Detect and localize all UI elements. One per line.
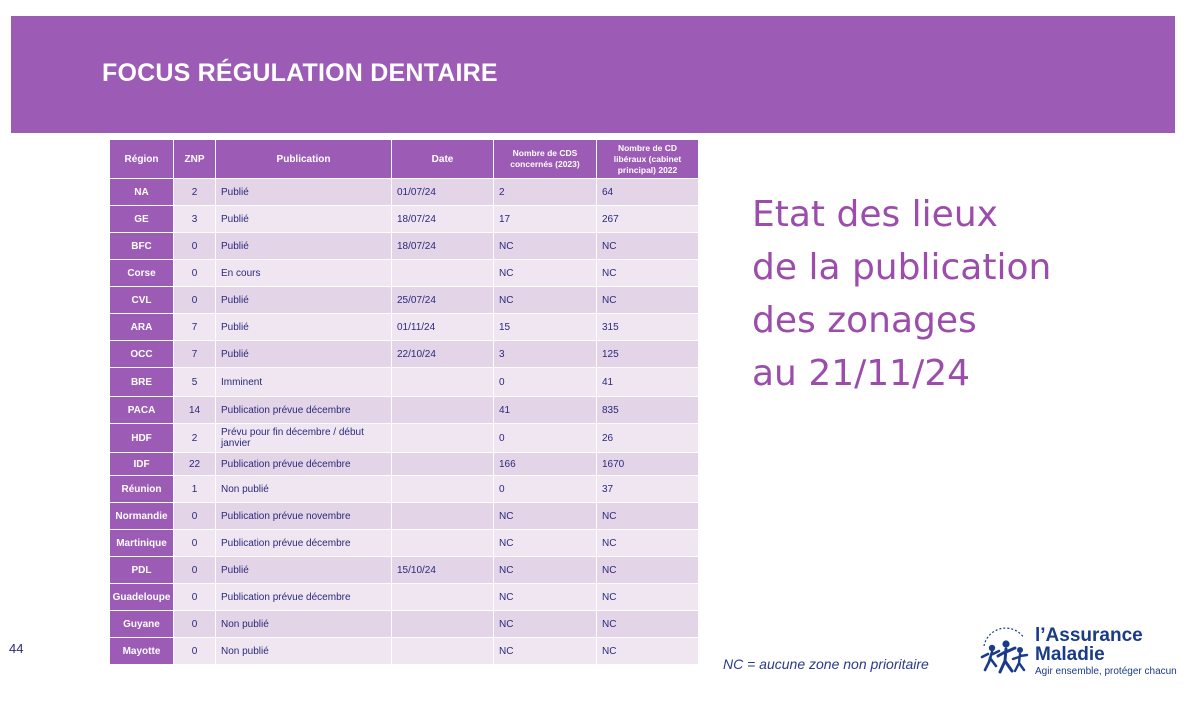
table-row	[110, 530, 699, 557]
cell-cds: 15	[494, 314, 597, 341]
table-row	[110, 260, 699, 287]
cell-publication: Publié	[216, 314, 392, 341]
cell-publication: Publication prévue décembre	[216, 584, 392, 611]
cell-cds: NC	[494, 233, 597, 260]
cell-cds: NC	[494, 584, 597, 611]
cell-region: CVL	[110, 287, 174, 314]
cell-date: 18/07/24	[392, 206, 494, 233]
cell-znp: 0	[174, 557, 216, 584]
cell-publication: En cours	[216, 260, 392, 287]
assurance-maladie-logo	[978, 624, 1177, 684]
cell-cds: NC	[494, 503, 597, 530]
table-row	[110, 424, 699, 453]
cell-znp: 0	[174, 530, 216, 557]
cell-znp: 14	[174, 397, 216, 424]
table-row	[110, 179, 699, 206]
cell-region: IDF	[110, 453, 174, 476]
cell-date	[392, 260, 494, 287]
cell-znp: 2	[174, 179, 216, 206]
cell-cds: 3	[494, 341, 597, 368]
cell-cds: 17	[494, 206, 597, 233]
cell-cd: NC	[597, 530, 699, 557]
cell-region: Normandie	[110, 503, 174, 530]
cell-cd: 64	[597, 179, 699, 206]
cell-cd: 37	[597, 476, 699, 503]
cell-znp: 0	[174, 233, 216, 260]
cell-znp: 0	[174, 638, 216, 665]
cell-date	[392, 476, 494, 503]
cell-date	[392, 584, 494, 611]
nc-footnote: NC = aucune zone non prioritaire	[723, 656, 929, 672]
cell-cd: NC	[597, 638, 699, 665]
cell-znp: 0	[174, 584, 216, 611]
cell-cd: NC	[597, 584, 699, 611]
table-row	[110, 287, 699, 314]
cell-region: GE	[110, 206, 174, 233]
cell-date	[392, 453, 494, 476]
cell-region: Martinique	[110, 530, 174, 557]
cell-cds: NC	[494, 611, 597, 638]
table-row	[110, 557, 699, 584]
cell-cd: 125	[597, 341, 699, 368]
table-row	[110, 314, 699, 341]
cell-cds: NC	[494, 530, 597, 557]
cell-publication: Publication prévue décembre	[216, 397, 392, 424]
cell-publication: Publication prévue novembre	[216, 503, 392, 530]
cell-publication: Publié	[216, 179, 392, 206]
cell-region: BRE	[110, 368, 174, 397]
cell-date: 01/07/24	[392, 179, 494, 206]
status-summary-text	[752, 188, 1051, 400]
table-row	[110, 476, 699, 503]
page-number: 44	[9, 641, 24, 656]
table-body	[110, 179, 699, 665]
cell-znp: 0	[174, 611, 216, 638]
cell-cd: 315	[597, 314, 699, 341]
cell-cds: 0	[494, 476, 597, 503]
cell-region: Guyane	[110, 611, 174, 638]
cell-date: 01/11/24	[392, 314, 494, 341]
column-header-cd: Nombre de CD libéraux (cabinet principal) 2022	[597, 140, 699, 179]
cell-publication: Publié	[216, 206, 392, 233]
cell-cd: 835	[597, 397, 699, 424]
cell-date: 18/07/24	[392, 233, 494, 260]
cell-region: PDL	[110, 557, 174, 584]
cell-publication: Publié	[216, 341, 392, 368]
cell-cd: NC	[597, 260, 699, 287]
table-row	[110, 584, 699, 611]
cell-znp: 0	[174, 287, 216, 314]
cell-region: NA	[110, 179, 174, 206]
column-header-znp: ZNP	[174, 140, 216, 179]
cell-cds: NC	[494, 287, 597, 314]
cell-publication: Imminent	[216, 368, 392, 397]
summary-line: des zonages	[752, 300, 977, 341]
table-row	[110, 453, 699, 476]
cell-publication: Non publié	[216, 476, 392, 503]
cell-cd: NC	[597, 557, 699, 584]
cell-cd: NC	[597, 287, 699, 314]
cell-date	[392, 368, 494, 397]
cell-cds: 166	[494, 453, 597, 476]
cell-region: Corse	[110, 260, 174, 287]
table-header-row	[110, 140, 699, 179]
cell-date: 22/10/24	[392, 341, 494, 368]
column-header-region: Région	[110, 140, 174, 179]
cell-cd: 267	[597, 206, 699, 233]
cell-region: ARA	[110, 314, 174, 341]
cell-cds: NC	[494, 260, 597, 287]
cell-date: 25/07/24	[392, 287, 494, 314]
cell-znp: 22	[174, 453, 216, 476]
regulation-table	[109, 139, 699, 665]
cell-date	[392, 397, 494, 424]
cell-cds: 2	[494, 179, 597, 206]
table-row	[110, 206, 699, 233]
cell-cd: 1670	[597, 453, 699, 476]
cell-date: 15/10/24	[392, 557, 494, 584]
cell-publication: Non publié	[216, 638, 392, 665]
cell-region: HDF	[110, 424, 174, 453]
column-header-date: Date	[392, 140, 494, 179]
cell-znp: 0	[174, 260, 216, 287]
table-row	[110, 233, 699, 260]
cell-cds: NC	[494, 557, 597, 584]
summary-line: Etat des lieux	[752, 194, 998, 235]
column-header-publication: Publication	[216, 140, 392, 179]
cell-znp: 3	[174, 206, 216, 233]
cell-cds: NC	[494, 638, 597, 665]
cell-publication: Non publié	[216, 611, 392, 638]
cell-cd: 41	[597, 368, 699, 397]
cell-znp: 0	[174, 503, 216, 530]
logo-tagline: Agir ensemble, protéger chacun	[1035, 666, 1177, 677]
cell-znp: 1	[174, 476, 216, 503]
summary-line: de la publication	[752, 247, 1052, 288]
logo-figures-icon	[978, 624, 1032, 680]
cell-region: PACA	[110, 397, 174, 424]
cell-cd: NC	[597, 233, 699, 260]
cell-publication: Publication prévue décembre	[216, 530, 392, 557]
table-row	[110, 611, 699, 638]
cell-publication: Publié	[216, 287, 392, 314]
table-row	[110, 503, 699, 530]
cell-date	[392, 638, 494, 665]
cell-znp: 5	[174, 368, 216, 397]
cell-region: Mayotte	[110, 638, 174, 665]
cell-cd: 26	[597, 424, 699, 453]
page-title: FOCUS RÉGULATION DENTAIRE	[102, 59, 498, 87]
table-row	[110, 638, 699, 665]
cell-cds: 41	[494, 397, 597, 424]
column-header-cds: Nombre de CDS concernés (2023)	[494, 140, 597, 179]
cell-znp: 7	[174, 341, 216, 368]
cell-region: Réunion	[110, 476, 174, 503]
cell-date	[392, 530, 494, 557]
cell-region: OCC	[110, 341, 174, 368]
table-row	[110, 397, 699, 424]
cell-znp: 7	[174, 314, 216, 341]
summary-line: au 21/11/24	[752, 353, 971, 394]
cell-publication: Publication prévue décembre	[216, 453, 392, 476]
cell-cd: NC	[597, 503, 699, 530]
cell-date	[392, 503, 494, 530]
table-row	[110, 368, 699, 397]
cell-region: Guadeloupe	[110, 584, 174, 611]
header-banner	[11, 16, 1175, 133]
cell-cds: 0	[494, 368, 597, 397]
cell-publication: Prévu pour fin décembre / début janvier	[216, 424, 392, 453]
cell-publication: Publié	[216, 233, 392, 260]
logo-name: l’Assurance Maladie	[1035, 625, 1143, 665]
cell-cds: 0	[494, 424, 597, 453]
table-row	[110, 341, 699, 368]
cell-znp: 2	[174, 424, 216, 453]
cell-publication: Publié	[216, 557, 392, 584]
cell-date	[392, 424, 494, 453]
cell-cd: NC	[597, 611, 699, 638]
cell-region: BFC	[110, 233, 174, 260]
cell-date	[392, 611, 494, 638]
